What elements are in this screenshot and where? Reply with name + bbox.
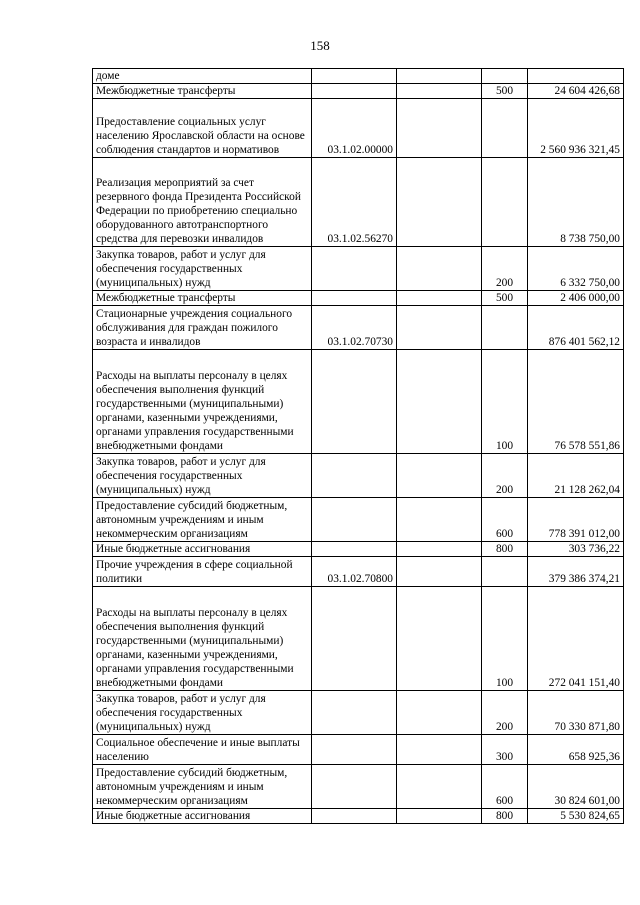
row-sum: 70 330 871,80 <box>528 691 624 735</box>
row-sum: 2 406 000,00 <box>528 291 624 306</box>
row-type <box>482 557 528 587</box>
row-code <box>312 765 397 809</box>
row-blank <box>397 158 482 247</box>
row-type: 100 <box>482 587 528 691</box>
row-type: 200 <box>482 691 528 735</box>
row-blank <box>397 247 482 291</box>
row-type: 600 <box>482 498 528 542</box>
row-sum: 876 401 562,12 <box>528 306 624 350</box>
table-row <box>93 498 624 542</box>
table-row <box>93 809 624 824</box>
row-type: 500 <box>482 291 528 306</box>
row-name: Предоставление субсидий бюджетным, автономным учреждениям и иным некоммерческим организациям <box>93 498 312 542</box>
row-type <box>482 306 528 350</box>
table-row <box>93 291 624 306</box>
row-code: 03.1.02.00000 <box>312 99 397 158</box>
row-blank <box>397 69 482 84</box>
row-code <box>312 542 397 557</box>
row-blank <box>397 809 482 824</box>
row-type <box>482 158 528 247</box>
row-sum: 30 824 601,00 <box>528 765 624 809</box>
row-type <box>482 69 528 84</box>
row-sum: 76 578 551,86 <box>528 350 624 454</box>
row-code <box>312 350 397 454</box>
row-type: 300 <box>482 735 528 765</box>
row-code <box>312 69 397 84</box>
row-blank <box>397 291 482 306</box>
row-blank <box>397 84 482 99</box>
page-number: 158 <box>310 38 330 53</box>
row-name: Межбюджетные трансферты <box>93 84 312 99</box>
row-blank <box>397 498 482 542</box>
row-sum: 379 386 374,21 <box>528 557 624 587</box>
row-code <box>312 84 397 99</box>
row-code <box>312 498 397 542</box>
row-name: Закупка товаров, работ и услуг для обеспечения государственных (муниципальных) нужд <box>93 691 312 735</box>
row-blank <box>397 454 482 498</box>
table-row <box>93 557 624 587</box>
row-blank <box>397 350 482 454</box>
row-blank <box>397 691 482 735</box>
row-code <box>312 291 397 306</box>
row-name: Реализация мероприятий за счет резервного фонда Президента Российской Федерации по приобретению специально оборудованного автотранспортного средства для перевозки инвалидов <box>93 158 312 247</box>
row-sum: 778 391 012,00 <box>528 498 624 542</box>
table-row <box>93 735 624 765</box>
table-row <box>93 454 624 498</box>
row-blank <box>397 587 482 691</box>
row-name: Прочие учреждения в сфере социальной политики <box>93 557 312 587</box>
row-blank <box>397 99 482 158</box>
row-type: 500 <box>482 84 528 99</box>
row-name: Расходы на выплаты персоналу в целях обеспечения выполнения функций государственными (муниципальными) органами, казенными учреждениями, органами управления государственными внебюджетными фондами <box>93 587 312 691</box>
table-row <box>93 247 624 291</box>
row-blank <box>397 542 482 557</box>
row-code <box>312 735 397 765</box>
row-code: 03.1.02.70800 <box>312 557 397 587</box>
row-sum: 24 604 426,68 <box>528 84 624 99</box>
row-code <box>312 454 397 498</box>
row-sum: 8 738 750,00 <box>528 158 624 247</box>
row-name: Иные бюджетные ассигнования <box>93 809 312 824</box>
row-sum <box>528 69 624 84</box>
row-blank <box>397 765 482 809</box>
row-type: 600 <box>482 765 528 809</box>
row-code <box>312 247 397 291</box>
row-code: 03.1.02.56270 <box>312 158 397 247</box>
row-name: Межбюджетные трансферты <box>93 291 312 306</box>
row-code: 03.1.02.70730 <box>312 306 397 350</box>
table-row <box>93 350 624 454</box>
row-name: доме <box>93 69 312 84</box>
table-row <box>93 158 624 247</box>
row-name: Закупка товаров, работ и услуг для обеспечения государственных (муниципальных) нужд <box>93 247 312 291</box>
table-row <box>93 69 624 84</box>
row-type: 200 <box>482 247 528 291</box>
table-row <box>93 542 624 557</box>
row-sum: 658 925,36 <box>528 735 624 765</box>
row-sum: 303 736,22 <box>528 542 624 557</box>
row-name: Предоставление социальных услуг населению Ярославской области на основе соблюдения стандартов и нормативов <box>93 99 312 158</box>
table-row <box>93 765 624 809</box>
row-type: 800 <box>482 542 528 557</box>
budget-table <box>92 68 624 824</box>
row-name: Стационарные учреждения социального обслуживания для граждан пожилого возраста и инвалидов <box>93 306 312 350</box>
row-sum: 6 332 750,00 <box>528 247 624 291</box>
row-sum: 2 560 936 321,45 <box>528 99 624 158</box>
row-code <box>312 691 397 735</box>
row-sum: 5 530 824,65 <box>528 809 624 824</box>
row-code <box>312 809 397 824</box>
row-sum: 272 041 151,40 <box>528 587 624 691</box>
table-row <box>93 306 624 350</box>
table-row <box>93 691 624 735</box>
row-type: 800 <box>482 809 528 824</box>
row-type <box>482 99 528 158</box>
row-name: Расходы на выплаты персоналу в целях обеспечения выполнения функций государственными (муниципальными) органами, казенными учреждениями, органами управления государственными внебюджетными фондами <box>93 350 312 454</box>
row-name: Закупка товаров, работ и услуг для обеспечения государственных (муниципальных) нужд <box>93 454 312 498</box>
table-row <box>93 99 624 158</box>
row-sum: 21 128 262,04 <box>528 454 624 498</box>
row-type: 200 <box>482 454 528 498</box>
row-blank <box>397 735 482 765</box>
row-blank <box>397 557 482 587</box>
row-blank <box>397 306 482 350</box>
row-name: Иные бюджетные ассигнования <box>93 542 312 557</box>
table-row <box>93 587 624 691</box>
row-name: Предоставление субсидий бюджетным, автономным учреждениям и иным некоммерческим организациям <box>93 765 312 809</box>
row-name: Социальное обеспечение и иные выплаты населению <box>93 735 312 765</box>
table-row <box>93 84 624 99</box>
row-code <box>312 587 397 691</box>
row-type: 100 <box>482 350 528 454</box>
